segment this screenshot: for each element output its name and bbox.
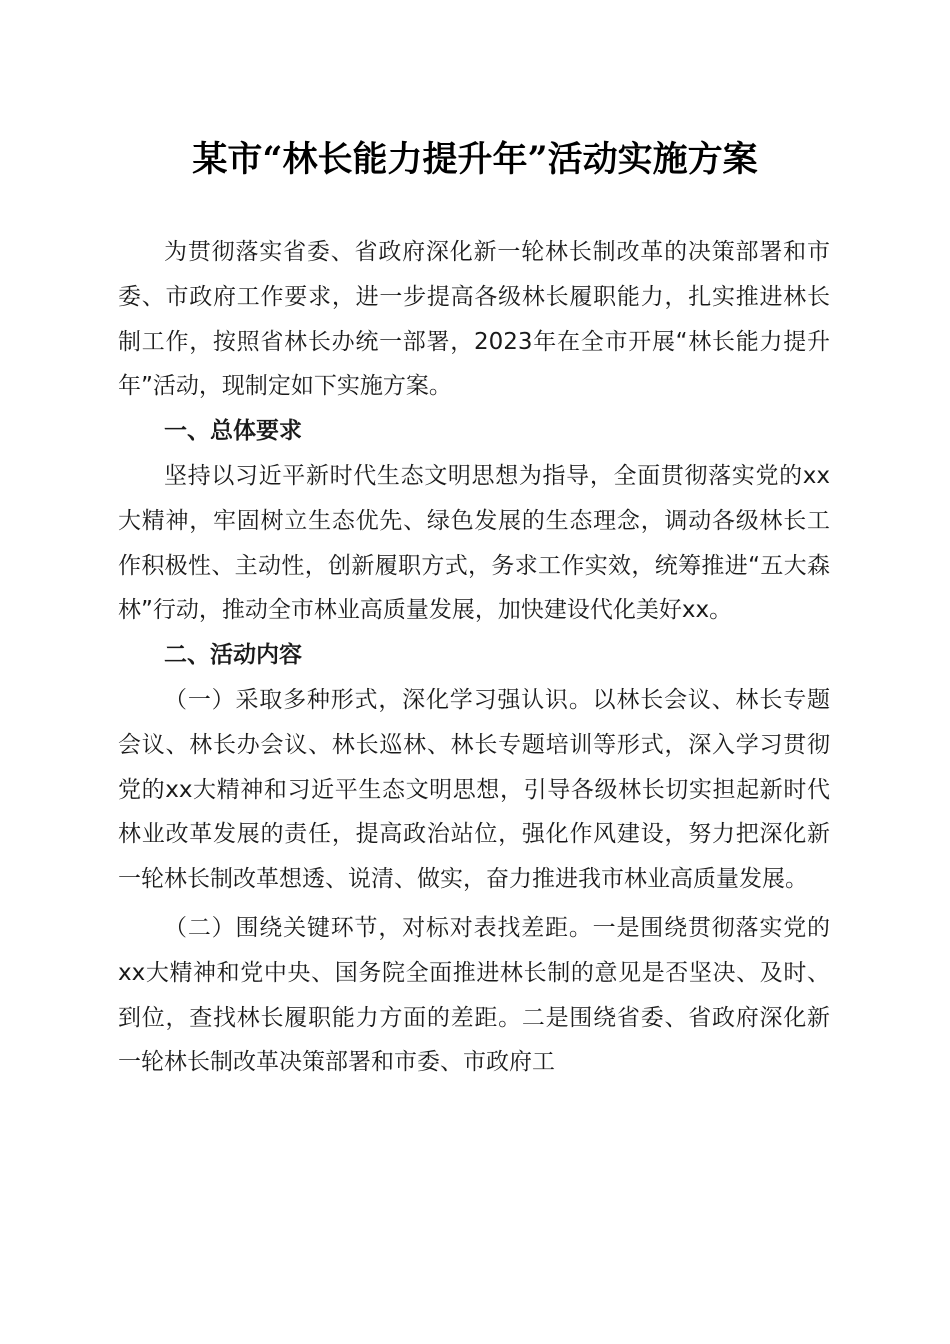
document-title: 某市“林长能力提升年”活动实施方案 [192,139,758,180]
intro-paragraph: 为贯彻落实省委、省政府深化新一轮林长制改革的决策部署和市委、市政府工作要求，进一步提高各级林长履职能力，扎实推进林长制工作，按照省林长办统一部署，2023年在全市开展“林长能力提升年”活动，现制定如下实施方案。 [118,239,830,400]
activity-item-1-text: 以林长会议、林长专题会议、林长办会议、林长巡林、林长专题培训等形式，深入学习贯彻党的xx大精神和习近平生态文明思想，引导各级林长切实担起新时代林业改革发展的责任，提高政治站位，强化作风建设，努力把深化新一轮林长制改革想透、说清、做实，奋力推进我市林业高质量发展。 [118,686,831,893]
section-heading-activity-content: 二、活动内容 [164,642,302,669]
section-heading-general-requirements: 一、总体要求 [164,418,302,445]
activity-item-2-lead: （二）围绕关键环节，对标对表找差距。 [164,914,593,941]
activity-item-1 [118,678,830,902]
general-requirements-paragraph: 坚持以习近平新时代生态文明思想为指导，全面贯彻落实党的xx大精神，牢固树立生态优先、绿色发展的生态理念，调动各级林长工作积极性、主动性，创新履职方式，务求工作实效，统筹推进“五大森林”行动，推动全市林业高质量发展，加快建设代化美好xx。 [118,462,830,624]
activity-item-2-text: 一是围绕贯彻落实党的xx大精神和党中央、国务院全面推进林长制的意见是否坚决、及时、到位，查找林长履职能力方面的差距。二是围绕省委、省政府深化新一轮林长制改革决策部署和市委、市政府工 [118,914,831,1076]
activity-item-1-lead: （一）采取多种形式，深化学习强认识。 [164,686,593,713]
activity-item-2 [118,906,830,1085]
document-body [118,230,830,1085]
